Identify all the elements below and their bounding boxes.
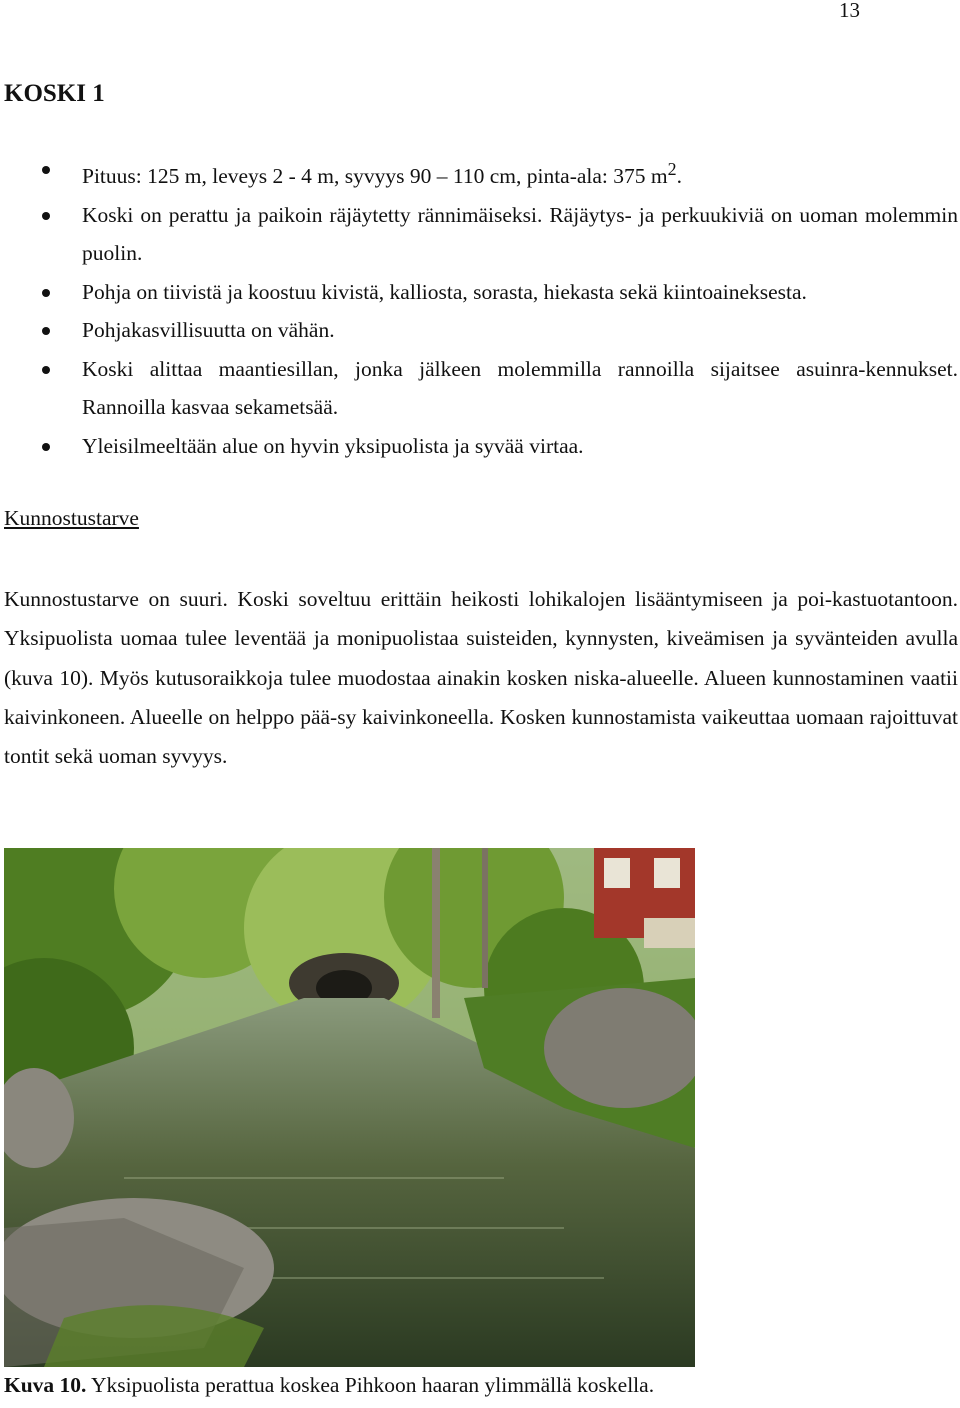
bullet-icon [42, 366, 50, 374]
list-item-text: Pohja on tiivistä ja koostuu kivistä, kalliosta, sorasta, hiekasta sekä kiintoaineksesta. [82, 279, 807, 304]
figure-caption [4, 1373, 654, 1398]
list-item [0, 196, 960, 273]
page-number: 13 [839, 0, 860, 22]
bullet-icon [42, 289, 50, 297]
facts-list [0, 150, 960, 465]
bullet-icon [42, 212, 50, 220]
caption-label: Kuva 10. [4, 1373, 87, 1397]
list-item-text: Koski alittaa maantiesillan, jonka jälkeen molemmilla rannoilla sijaitsee asuinra-kennukset. Rannoilla kasvaa sekametsää. [82, 356, 958, 420]
list-item [0, 273, 960, 312]
bullet-icon [42, 166, 50, 174]
list-item-text: Pohjakasvillisuutta on vähän. [82, 318, 335, 343]
list-item-text: Yleisilmeeltään alue on hyvin yksipuolista ja syvää virtaa. [82, 433, 584, 458]
river-photo [4, 848, 695, 1367]
list-item-text: Pituus: 125 m, leveys 2 - 4 m, syvyys 90 – 110 cm, pinta-ala: 375 m [82, 164, 668, 189]
list-item-tail: . [676, 164, 682, 189]
list-item [0, 427, 960, 466]
bullet-icon [42, 327, 50, 335]
body-paragraph: Kunnostustarve on suuri. Koski soveltuu erittäin heikosti lohikalojen lisääntymiseen ja poi-kastuotantoon. Yksipuolista uomaa tulee leventää ja monipuolistaa suisteiden, kynnysten, kiveämisen ja syvänteiden avulla (kuva 10). Myös kutusoraikkoja tulee muodostaa ainakin kosken niska-alueelle. Alueen kunnostaminen vaatii kaivinkoneen. Alueelle on helppo pää-sy kaivinkoneella. Kosken kunnostamista vaikeuttaa uomaan rajoittuvat tontit sekä uoman syvyys. [4, 587, 958, 769]
section-heading: KOSKI 1 [4, 80, 105, 107]
caption-text: Yksipuolista perattua koskea Pihkoon haaran ylimmällä koskella. [86, 1373, 655, 1397]
subsection-heading: Kunnostustarve [4, 506, 139, 530]
bullet-icon [42, 443, 50, 451]
list-item-text: Koski on perattu ja paikoin räjäytetty rännimäiseksi. Räjäytys- ja perkuukiviä on uoman molemmin puolin. [82, 202, 958, 266]
list-item [0, 150, 960, 196]
superscript: 2 [667, 159, 677, 179]
list-item [0, 311, 960, 350]
list-item [0, 350, 960, 427]
